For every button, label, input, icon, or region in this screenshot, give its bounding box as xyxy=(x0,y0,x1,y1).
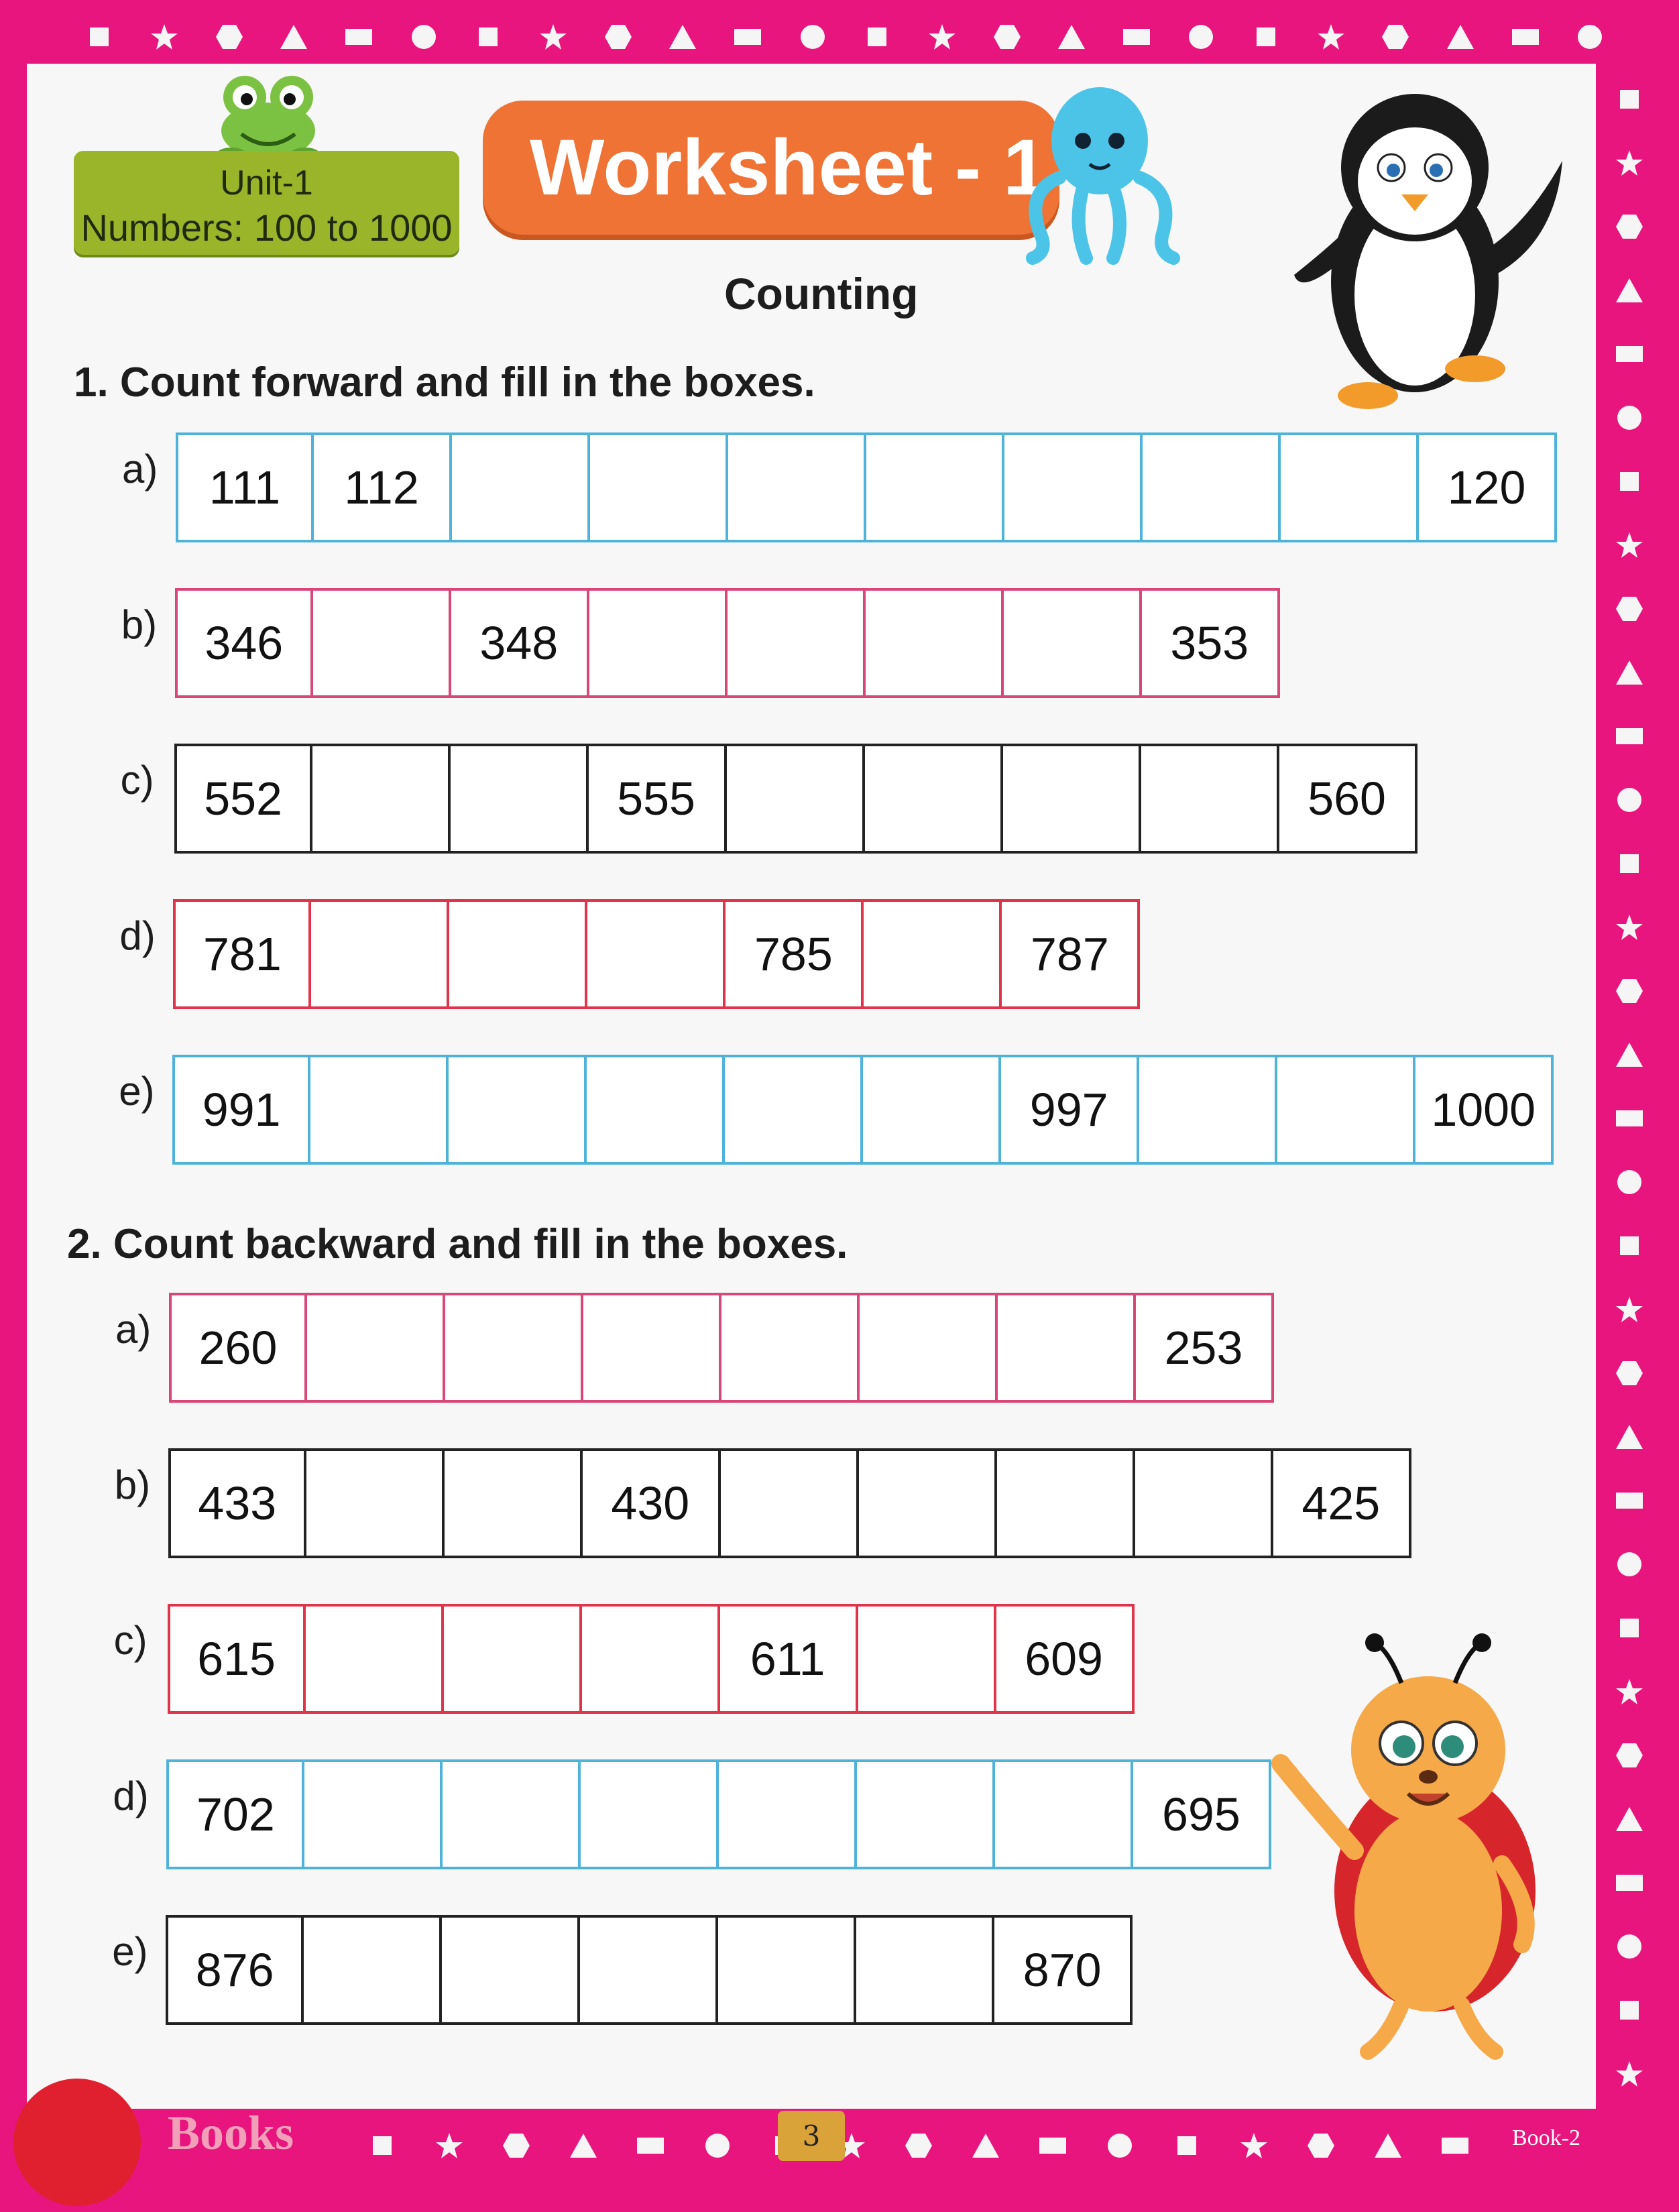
answer-box[interactable] xyxy=(859,1448,997,1558)
triangle-icon xyxy=(668,22,697,52)
given-number-box: 555 xyxy=(589,744,727,854)
square-icon xyxy=(1615,84,1644,114)
rectangle-icon xyxy=(1440,2131,1470,2160)
circle-icon xyxy=(798,22,827,52)
square-icon xyxy=(1615,1613,1644,1643)
given-number-box: 260 xyxy=(169,1293,307,1403)
triangle-icon xyxy=(1057,22,1086,52)
ladybug-icon xyxy=(1267,1629,1562,2065)
answer-box[interactable] xyxy=(1004,588,1142,698)
given-number-box: 702 xyxy=(166,1759,304,1869)
answer-box[interactable] xyxy=(306,1448,445,1558)
border-shapes-bottom xyxy=(349,2126,1489,2166)
circle-icon xyxy=(1186,22,1216,52)
border-shapes-top xyxy=(67,17,1623,57)
triangle-icon xyxy=(1615,276,1644,305)
answer-box[interactable] xyxy=(451,744,589,854)
section-1-title: 1. Count forward and fill in the boxes. xyxy=(74,359,815,406)
star-icon xyxy=(1615,913,1644,942)
given-number-box: 353 xyxy=(1142,588,1280,698)
exercise-label: a) xyxy=(122,447,158,491)
hexagon-icon xyxy=(603,22,633,52)
square-icon xyxy=(1172,2131,1202,2160)
given-number-box: 991 xyxy=(172,1055,310,1165)
number-box-row xyxy=(176,432,1557,542)
circle-icon xyxy=(1615,403,1644,432)
answer-box[interactable] xyxy=(449,899,587,1009)
triangle-icon xyxy=(1615,1040,1644,1069)
answer-box[interactable] xyxy=(866,588,1004,698)
octopus-icon xyxy=(1012,77,1180,272)
answer-box[interactable] xyxy=(1143,432,1281,542)
given-number-box: 348 xyxy=(451,588,589,698)
square-icon xyxy=(84,22,114,52)
exercise-label: e) xyxy=(119,1069,155,1114)
book-label: Book-2 xyxy=(1512,2126,1580,2150)
answer-box[interactable] xyxy=(718,1915,856,2025)
answer-box[interactable] xyxy=(858,1604,996,1714)
answer-box[interactable] xyxy=(997,1448,1135,1558)
given-number-box: 253 xyxy=(1136,1293,1274,1403)
answer-box[interactable] xyxy=(725,1055,863,1165)
number-box-row xyxy=(173,899,1140,1009)
given-number-box: 1000 xyxy=(1415,1055,1554,1165)
given-number-box: 611 xyxy=(720,1604,858,1714)
answer-box[interactable] xyxy=(445,1293,583,1403)
given-number-box: 615 xyxy=(168,1604,306,1714)
rectangle-icon xyxy=(1511,22,1540,52)
circle-icon xyxy=(409,22,439,52)
answer-box[interactable] xyxy=(449,1055,587,1165)
square-icon xyxy=(1615,467,1644,496)
star-icon xyxy=(435,2131,464,2160)
answer-box[interactable] xyxy=(857,1759,995,1869)
given-number-box: 781 xyxy=(173,899,311,1009)
square-icon xyxy=(862,22,892,52)
triangle-icon xyxy=(971,2131,1000,2160)
triangle-icon xyxy=(1615,658,1644,687)
square-icon xyxy=(473,22,503,52)
answer-box[interactable] xyxy=(1141,744,1279,854)
exercise-label: a) xyxy=(115,1307,152,1352)
circle-icon xyxy=(1615,1932,1644,1961)
exercise-label: b) xyxy=(121,602,158,647)
section-2-title: 2. Count backward and fill in the boxes. xyxy=(67,1221,848,1267)
unit-topic: Numbers: 100 to 1000 xyxy=(80,207,453,249)
given-number-box: 346 xyxy=(175,588,313,698)
answer-box[interactable] xyxy=(864,899,1002,1009)
given-number-box: 870 xyxy=(994,1915,1133,2025)
rectangle-icon xyxy=(1615,1104,1644,1133)
given-number-box: 425 xyxy=(1273,1448,1411,1558)
hexagon-icon xyxy=(1306,2131,1336,2160)
star-icon xyxy=(1615,530,1644,560)
triangle-icon xyxy=(1615,1804,1644,1834)
star-icon xyxy=(1615,148,1644,178)
number-box-row xyxy=(169,1293,1274,1403)
triangle-icon xyxy=(1373,2131,1403,2160)
hexagon-icon xyxy=(502,2131,531,2160)
given-number-box: 609 xyxy=(996,1604,1135,1714)
square-icon xyxy=(1251,22,1281,52)
answer-box[interactable] xyxy=(719,1759,857,1869)
given-number-box: 560 xyxy=(1279,744,1417,854)
square-icon xyxy=(1615,849,1644,878)
answer-box[interactable] xyxy=(865,744,1003,854)
answer-box[interactable] xyxy=(304,1915,442,2025)
answer-box[interactable] xyxy=(1139,1055,1277,1165)
given-number-box: 997 xyxy=(1001,1055,1139,1165)
answer-box[interactable] xyxy=(1277,1055,1415,1165)
answer-box[interactable] xyxy=(995,1759,1133,1869)
circle-icon xyxy=(1575,22,1605,52)
circle-icon xyxy=(1105,2131,1135,2160)
exercise-label: d) xyxy=(119,913,156,958)
answer-box[interactable] xyxy=(860,1293,998,1403)
rectangle-icon xyxy=(1615,1868,1644,1898)
answer-box[interactable] xyxy=(443,1759,581,1869)
square-icon xyxy=(367,2131,397,2160)
hexagon-icon xyxy=(1615,1358,1644,1388)
given-number-box: 695 xyxy=(1133,1759,1271,1869)
answer-box[interactable] xyxy=(998,1293,1136,1403)
exercise-label: d) xyxy=(113,1773,149,1818)
number-box-row xyxy=(166,1915,1133,2025)
page-subtitle: Counting xyxy=(724,269,919,318)
square-icon xyxy=(1615,1231,1644,1261)
answer-box[interactable] xyxy=(589,588,728,698)
star-icon xyxy=(1316,22,1346,52)
answer-box[interactable] xyxy=(304,1759,443,1869)
rectangle-icon xyxy=(1615,339,1644,369)
number-box-row xyxy=(166,1759,1271,1869)
star-icon xyxy=(927,22,957,52)
given-number-box: 120 xyxy=(1419,432,1557,542)
answer-box[interactable] xyxy=(581,1759,719,1869)
answer-box[interactable] xyxy=(582,1604,720,1714)
triangle-icon xyxy=(569,2131,598,2160)
circle-icon xyxy=(703,2131,732,2160)
given-number-box: 787 xyxy=(1002,899,1140,1009)
unit-badge xyxy=(74,151,459,255)
given-number-box: 433 xyxy=(168,1448,306,1558)
watermark-logo xyxy=(0,2065,161,2212)
triangle-icon xyxy=(1615,1422,1644,1452)
given-number-box: 552 xyxy=(174,744,312,854)
star-icon xyxy=(538,22,568,52)
rectangle-icon xyxy=(733,22,762,52)
rectangle-icon xyxy=(1038,2131,1067,2160)
answer-box[interactable] xyxy=(311,899,449,1009)
penguin-icon xyxy=(1287,74,1569,422)
star-icon xyxy=(1615,1295,1644,1324)
number-box-row xyxy=(174,744,1417,854)
answer-box[interactable] xyxy=(445,1448,583,1558)
answer-box[interactable] xyxy=(590,432,728,542)
hexagon-icon xyxy=(1615,212,1644,241)
star-icon xyxy=(150,22,179,52)
hexagon-icon xyxy=(992,22,1022,52)
triangle-icon xyxy=(279,22,308,52)
answer-box[interactable] xyxy=(1004,432,1143,542)
answer-box[interactable] xyxy=(312,744,451,854)
star-icon xyxy=(1239,2131,1269,2160)
frog-icon xyxy=(215,67,322,161)
watermark-text: Books xyxy=(168,2106,294,2160)
answer-box[interactable] xyxy=(307,1293,445,1403)
exercise-label: b) xyxy=(114,1462,151,1507)
given-number-box: 430 xyxy=(583,1448,721,1558)
number-box-row xyxy=(168,1604,1135,1714)
exercise-label: c) xyxy=(113,1618,148,1663)
circle-icon xyxy=(1615,785,1644,815)
hexagon-icon xyxy=(1381,22,1410,52)
answer-box[interactable] xyxy=(580,1915,718,2025)
number-box-row xyxy=(172,1055,1554,1165)
given-number-box: 876 xyxy=(166,1915,304,2025)
hexagon-icon xyxy=(215,22,244,52)
number-box-row xyxy=(175,588,1280,698)
answer-box[interactable] xyxy=(310,1055,449,1165)
rectangle-icon xyxy=(344,22,373,52)
answer-box[interactable] xyxy=(866,432,1004,542)
rectangle-icon xyxy=(1615,721,1644,751)
rectangle-icon xyxy=(1122,22,1151,52)
answer-box[interactable] xyxy=(587,899,726,1009)
answer-box[interactable] xyxy=(587,1055,725,1165)
given-number-box: 112 xyxy=(314,432,452,542)
rectangle-icon xyxy=(636,2131,665,2160)
triangle-icon xyxy=(1446,22,1475,52)
exercise-label: c) xyxy=(120,758,154,803)
answer-box[interactable] xyxy=(583,1293,721,1403)
answer-box[interactable] xyxy=(863,1055,1001,1165)
answer-box[interactable] xyxy=(1003,744,1141,854)
square-icon xyxy=(1615,1995,1644,2025)
star-icon xyxy=(1615,1677,1644,1706)
exercise-label: e) xyxy=(112,1929,148,1974)
circle-icon xyxy=(1615,1167,1644,1197)
answer-box[interactable] xyxy=(1281,432,1419,542)
rectangle-icon xyxy=(1615,1486,1644,1515)
given-number-box: 785 xyxy=(726,899,864,1009)
answer-box[interactable] xyxy=(727,744,865,854)
answer-box[interactable] xyxy=(728,432,866,542)
star-icon xyxy=(1615,2059,1644,2089)
hexagon-icon xyxy=(1615,1741,1644,1770)
circle-icon xyxy=(1615,1550,1644,1579)
page-number: 3 xyxy=(778,2111,845,2161)
hexagon-icon xyxy=(1615,976,1644,1006)
answer-box[interactable] xyxy=(306,1604,444,1714)
worksheet-title: Worksheet - 1 xyxy=(483,101,1059,235)
answer-box[interactable] xyxy=(728,588,866,698)
answer-box[interactable] xyxy=(452,432,590,542)
answer-box[interactable] xyxy=(313,588,451,698)
given-number-box: 111 xyxy=(176,432,314,542)
number-box-row xyxy=(168,1448,1411,1558)
answer-box[interactable] xyxy=(721,1293,860,1403)
hexagon-icon xyxy=(904,2131,933,2160)
answer-box[interactable] xyxy=(856,1915,994,2025)
answer-box[interactable] xyxy=(444,1604,582,1714)
hexagon-icon xyxy=(1615,594,1644,624)
answer-box[interactable] xyxy=(1135,1448,1273,1558)
answer-box[interactable] xyxy=(442,1915,580,2025)
answer-box[interactable] xyxy=(721,1448,859,1558)
border-shapes-right xyxy=(1609,67,1649,2105)
unit-title: Unit-1 xyxy=(220,164,313,202)
